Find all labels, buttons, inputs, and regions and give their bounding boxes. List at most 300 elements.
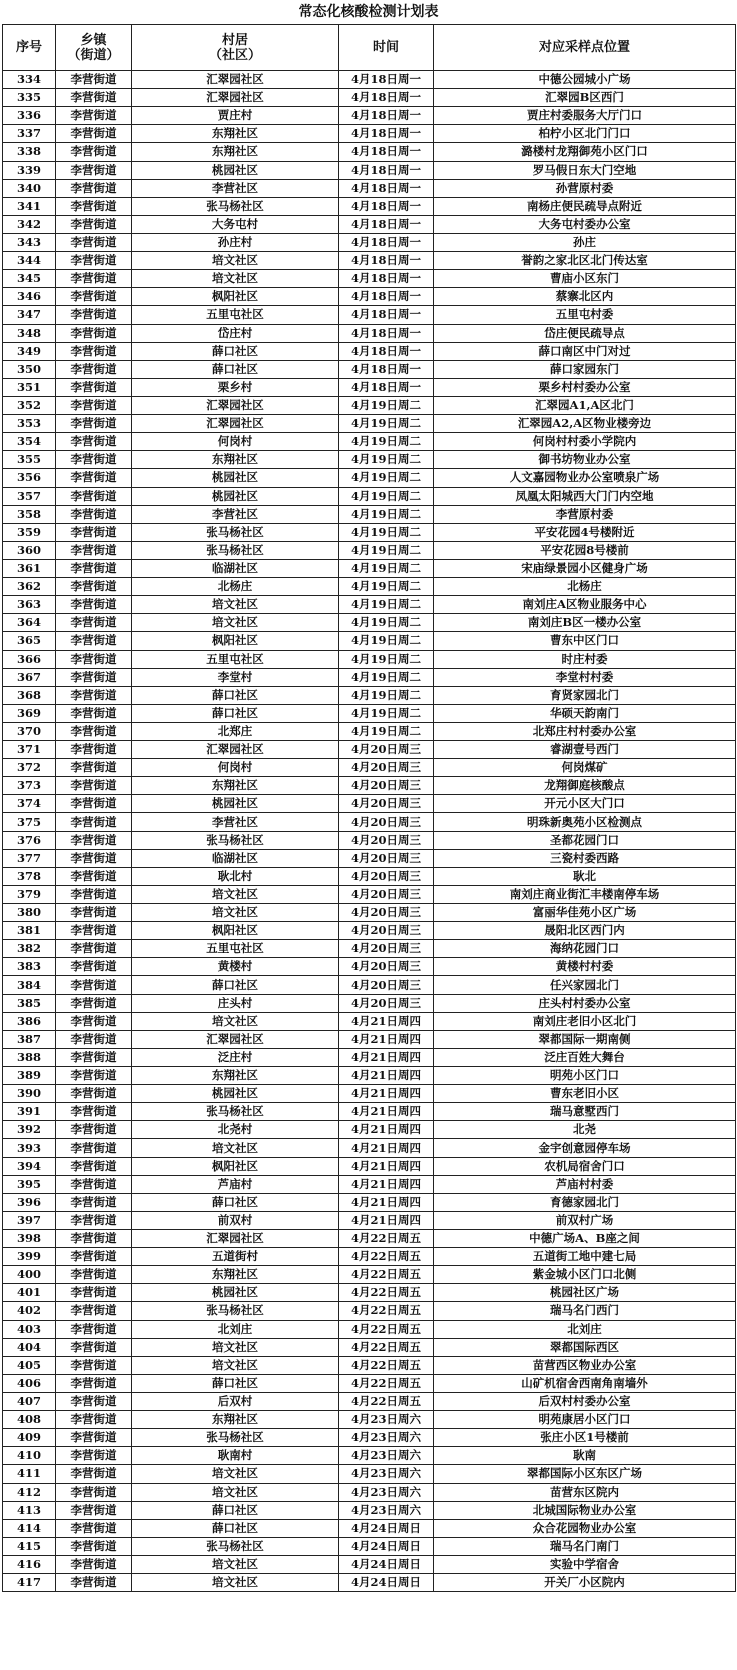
table-row [3, 415, 736, 433]
cell-time: 4月19日周二 [339, 523, 434, 541]
cell-time: 4月19日周二 [339, 650, 434, 668]
cell-site: 汇翠园A1,A区北门 [434, 396, 736, 414]
table-row [3, 1356, 736, 1374]
cell-seq: 410 [3, 1447, 56, 1465]
cell-site: 时庄村委 [434, 650, 736, 668]
cell-time: 4月20日周三 [339, 831, 434, 849]
cell-town: 李营街道 [56, 614, 132, 632]
cell-site: 庄头村村委办公室 [434, 994, 736, 1012]
table-row [3, 885, 736, 903]
table-row [3, 1537, 736, 1555]
cell-seq: 393 [3, 1139, 56, 1157]
cell-seq: 412 [3, 1483, 56, 1501]
table-row [3, 940, 736, 958]
cell-site: 南刘庄A区物业服务中心 [434, 596, 736, 614]
page-title: 常态化核酸检测计划表 [298, 4, 439, 20]
cell-site: 何岗村村委小学院内 [434, 433, 736, 451]
cell-seq: 392 [3, 1121, 56, 1139]
table-row [3, 179, 736, 197]
cell-seq: 341 [3, 197, 56, 215]
cell-village: 汇翠园社区 [132, 71, 339, 89]
cell-village: 东翔社区 [132, 1411, 339, 1429]
cell-time: 4月19日周二 [339, 451, 434, 469]
cell-village: 桃园社区 [132, 487, 339, 505]
cell-site: 开元小区大门口 [434, 795, 736, 813]
cell-village: 东翔社区 [132, 451, 339, 469]
cell-site: 曹东中区门口 [434, 632, 736, 650]
cell-town: 李营街道 [56, 1519, 132, 1537]
cell-town: 李营街道 [56, 1157, 132, 1175]
cell-site: 中德广场A、B座之间 [434, 1230, 736, 1248]
cell-site: 睿湖壹号西门 [434, 741, 736, 759]
cell-time: 4月22日周五 [339, 1248, 434, 1266]
cell-town: 李营街道 [56, 1501, 132, 1519]
cell-time: 4月20日周三 [339, 849, 434, 867]
cell-time: 4月21日周四 [339, 1175, 434, 1193]
cell-town: 李营街道 [56, 89, 132, 107]
table-row [3, 795, 736, 813]
cell-village: 东翔社区 [132, 1067, 339, 1085]
cell-town: 李营街道 [56, 541, 132, 559]
cell-village: 汇翠园社区 [132, 741, 339, 759]
cell-village: 耿南村 [132, 1447, 339, 1465]
cell-seq: 388 [3, 1048, 56, 1066]
cell-seq: 340 [3, 179, 56, 197]
table-row [3, 487, 736, 505]
cell-seq: 334 [3, 71, 56, 89]
cell-town: 李营街道 [56, 795, 132, 813]
cell-time: 4月18日周一 [339, 197, 434, 215]
cell-town: 李营街道 [56, 451, 132, 469]
table-row [3, 722, 736, 740]
cell-site: 育德家园北门 [434, 1193, 736, 1211]
table-row [3, 1320, 736, 1338]
table-row [3, 107, 736, 125]
cell-site: 南刘庄商业街汇丰楼南停车场 [434, 885, 736, 903]
cell-town: 李营街道 [56, 1302, 132, 1320]
cell-village: 培文社区 [132, 1356, 339, 1374]
cell-village: 桃园社区 [132, 795, 339, 813]
cell-seq: 398 [3, 1230, 56, 1248]
table-row [3, 1302, 736, 1320]
cell-seq: 359 [3, 523, 56, 541]
cell-seq: 409 [3, 1429, 56, 1447]
cell-village: 李堂村 [132, 668, 339, 686]
cell-town: 李营街道 [56, 396, 132, 414]
table-row [3, 1374, 736, 1392]
cell-site: 桃园社区广场 [434, 1284, 736, 1302]
cell-time: 4月23日周六 [339, 1447, 434, 1465]
cell-town: 李营街道 [56, 578, 132, 596]
table-row [3, 958, 736, 976]
table-row [3, 1193, 736, 1211]
cell-time: 4月20日周三 [339, 904, 434, 922]
cell-village: 汇翠园社区 [132, 396, 339, 414]
cell-seq: 399 [3, 1248, 56, 1266]
cell-time: 4月21日周四 [339, 1067, 434, 1085]
cell-seq: 348 [3, 324, 56, 342]
cell-seq: 396 [3, 1193, 56, 1211]
table-row [3, 1048, 736, 1066]
cell-town: 李营街道 [56, 1067, 132, 1085]
cell-site: 北杨庄 [434, 578, 736, 596]
cell-town: 李营街道 [56, 342, 132, 360]
cell-time: 4月24日周日 [339, 1519, 434, 1537]
cell-town: 李营街道 [56, 161, 132, 179]
table-row [3, 215, 736, 233]
cell-town: 李营街道 [56, 288, 132, 306]
table-row [3, 614, 736, 632]
cell-site: 南杨庄便民疏导点附近 [434, 197, 736, 215]
cell-time: 4月22日周五 [339, 1320, 434, 1338]
cell-site: 张庄小区1号楼前 [434, 1429, 736, 1447]
cell-time: 4月20日周三 [339, 759, 434, 777]
cell-village: 薛口社区 [132, 360, 339, 378]
cell-time: 4月20日周三 [339, 795, 434, 813]
plan-table [2, 24, 736, 1592]
cell-village: 张马杨社区 [132, 1302, 339, 1320]
cell-site: 宋庙绿景园小区健身广场 [434, 559, 736, 577]
cell-time: 4月18日周一 [339, 288, 434, 306]
cell-site: 紫金城小区门口北侧 [434, 1266, 736, 1284]
cell-time: 4月19日周二 [339, 668, 434, 686]
cell-time: 4月18日周一 [339, 378, 434, 396]
cell-town: 李营街道 [56, 360, 132, 378]
cell-seq: 379 [3, 885, 56, 903]
table-row [3, 252, 736, 270]
cell-village: 芦庙村 [132, 1175, 339, 1193]
cell-site: 中德公园城小广场 [434, 71, 736, 89]
cell-time: 4月18日周一 [339, 360, 434, 378]
cell-site: 苗营西区物业办公室 [434, 1356, 736, 1374]
cell-village: 培文社区 [132, 1574, 339, 1592]
cell-site: 耿南 [434, 1447, 736, 1465]
table-row [3, 469, 736, 487]
cell-time: 4月19日周二 [339, 433, 434, 451]
cell-time: 4月19日周二 [339, 469, 434, 487]
cell-village: 培文社区 [132, 1483, 339, 1501]
cell-seq: 357 [3, 487, 56, 505]
cell-seq: 397 [3, 1211, 56, 1229]
cell-village: 薛口社区 [132, 1193, 339, 1211]
cell-seq: 356 [3, 469, 56, 487]
cell-town: 李营街道 [56, 1012, 132, 1030]
cell-time: 4月21日周四 [339, 1211, 434, 1229]
cell-village: 大务屯村 [132, 215, 339, 233]
cell-site: 潞楼村龙翔御苑小区门口 [434, 143, 736, 161]
cell-seq: 416 [3, 1555, 56, 1573]
cell-seq: 415 [3, 1537, 56, 1555]
table-row [3, 1338, 736, 1356]
table-row [3, 831, 736, 849]
cell-seq: 344 [3, 252, 56, 270]
cell-seq: 405 [3, 1356, 56, 1374]
table-row [3, 378, 736, 396]
cell-time: 4月19日周二 [339, 722, 434, 740]
cell-time: 4月22日周五 [339, 1230, 434, 1248]
header-town-sub: （街道） [67, 47, 120, 63]
cell-time: 4月18日周一 [339, 233, 434, 251]
cell-time: 4月24日周日 [339, 1537, 434, 1555]
cell-village: 枫阳社区 [132, 922, 339, 940]
cell-seq: 366 [3, 650, 56, 668]
cell-site: 实验中学宿舍 [434, 1555, 736, 1573]
cell-site: 前双村广场 [434, 1211, 736, 1229]
cell-town: 李营街道 [56, 1555, 132, 1573]
cell-seq: 353 [3, 415, 56, 433]
cell-site: 明苑小区门口 [434, 1067, 736, 1085]
cell-site: 平安花园8号楼前 [434, 541, 736, 559]
cell-time: 4月23日周六 [339, 1465, 434, 1483]
cell-time: 4月21日周四 [339, 1139, 434, 1157]
cell-time: 4月18日周一 [339, 89, 434, 107]
table-row [3, 1429, 736, 1447]
table-row [3, 1012, 736, 1030]
cell-site: 北尧 [434, 1121, 736, 1139]
cell-town: 李营街道 [56, 704, 132, 722]
cell-town: 李营街道 [56, 143, 132, 161]
cell-village: 前双村 [132, 1211, 339, 1229]
cell-village: 汇翠园社区 [132, 1230, 339, 1248]
cell-town: 李营街道 [56, 523, 132, 541]
cell-town: 李营街道 [56, 940, 132, 958]
table-row [3, 396, 736, 414]
cell-village: 栗乡村 [132, 378, 339, 396]
cell-site: 后双村村委办公室 [434, 1392, 736, 1410]
cell-village: 薛口社区 [132, 342, 339, 360]
table-row [3, 668, 736, 686]
table-row [3, 777, 736, 795]
cell-village: 张马杨社区 [132, 1429, 339, 1447]
cell-time: 4月18日周一 [339, 306, 434, 324]
table-row [3, 686, 736, 704]
cell-time: 4月20日周三 [339, 958, 434, 976]
cell-seq: 400 [3, 1266, 56, 1284]
cell-seq: 342 [3, 215, 56, 233]
table-row [3, 904, 736, 922]
cell-time: 4月22日周五 [339, 1338, 434, 1356]
cell-town: 李营街道 [56, 469, 132, 487]
cell-time: 4月20日周三 [339, 867, 434, 885]
table-row [3, 1103, 736, 1121]
header-seq: 序号 [3, 25, 56, 71]
cell-town: 李营街道 [56, 1483, 132, 1501]
cell-village: 培文社区 [132, 1012, 339, 1030]
cell-time: 4月19日周二 [339, 541, 434, 559]
cell-site: 龙翔御庭核酸点 [434, 777, 736, 795]
cell-village: 后双村 [132, 1392, 339, 1410]
cell-seq: 381 [3, 922, 56, 940]
cell-site: 山矿机宿舍西南角南墙外 [434, 1374, 736, 1392]
cell-village: 张马杨社区 [132, 541, 339, 559]
cell-time: 4月18日周一 [339, 107, 434, 125]
cell-time: 4月19日周二 [339, 487, 434, 505]
cell-town: 李营街道 [56, 1139, 132, 1157]
table-row [3, 1392, 736, 1410]
cell-village: 耿北村 [132, 867, 339, 885]
cell-town: 李营街道 [56, 433, 132, 451]
table-row [3, 1501, 736, 1519]
cell-town: 李营街道 [56, 722, 132, 740]
cell-seq: 355 [3, 451, 56, 469]
cell-seq: 387 [3, 1030, 56, 1048]
cell-site: 育贤家园北门 [434, 686, 736, 704]
cell-village: 汇翠园社区 [132, 1030, 339, 1048]
cell-time: 4月18日周一 [339, 71, 434, 89]
header-village-sub: （社区） [208, 47, 261, 63]
table-row [3, 1248, 736, 1266]
cell-time: 4月24日周日 [339, 1555, 434, 1573]
cell-town: 李营街道 [56, 1030, 132, 1048]
cell-town: 李营街道 [56, 994, 132, 1012]
cell-seq: 370 [3, 722, 56, 740]
cell-site: 明苑康居小区门口 [434, 1411, 736, 1429]
cell-site: 人文嘉园物业办公室喷泉广场 [434, 469, 736, 487]
cell-town: 李营街道 [56, 596, 132, 614]
cell-town: 李营街道 [56, 252, 132, 270]
cell-time: 4月18日周一 [339, 324, 434, 342]
cell-town: 李营街道 [56, 904, 132, 922]
table-row [3, 1067, 736, 1085]
table-row [3, 1411, 736, 1429]
cell-site: 御书坊物业办公室 [434, 451, 736, 469]
table-row [3, 1483, 736, 1501]
cell-site: 众合花园物业办公室 [434, 1519, 736, 1537]
cell-site: 蔡寨北区内 [434, 288, 736, 306]
cell-town: 李营街道 [56, 1048, 132, 1066]
cell-seq: 376 [3, 831, 56, 849]
cell-time: 4月20日周三 [339, 885, 434, 903]
cell-site: 孙营原村委 [434, 179, 736, 197]
table-row [3, 1284, 736, 1302]
cell-village: 岱庄村 [132, 324, 339, 342]
table-row [3, 451, 736, 469]
cell-village: 五里屯社区 [132, 306, 339, 324]
table-row [3, 1157, 736, 1175]
cell-seq: 390 [3, 1085, 56, 1103]
cell-site: 誉韵之家北区北门传达室 [434, 252, 736, 270]
cell-time: 4月20日周三 [339, 976, 434, 994]
cell-village: 桃园社区 [132, 161, 339, 179]
cell-site: 北城国际物业办公室 [434, 1501, 736, 1519]
cell-town: 李营街道 [56, 1537, 132, 1555]
cell-time: 4月24日周日 [339, 1574, 434, 1592]
cell-village: 培文社区 [132, 885, 339, 903]
cell-seq: 343 [3, 233, 56, 251]
cell-town: 李营街道 [56, 1356, 132, 1374]
cell-town: 李营街道 [56, 233, 132, 251]
cell-town: 李营街道 [56, 324, 132, 342]
cell-village: 桃园社区 [132, 1284, 339, 1302]
cell-seq: 362 [3, 578, 56, 596]
cell-village: 培文社区 [132, 614, 339, 632]
cell-town: 李营街道 [56, 179, 132, 197]
cell-time: 4月22日周五 [339, 1302, 434, 1320]
cell-site: 苗营东区院内 [434, 1483, 736, 1501]
header-town-label: 乡镇 [80, 32, 107, 48]
cell-village: 李营社区 [132, 505, 339, 523]
cell-time: 4月19日周二 [339, 559, 434, 577]
cell-town: 李营街道 [56, 1429, 132, 1447]
cell-seq: 372 [3, 759, 56, 777]
cell-seq: 411 [3, 1465, 56, 1483]
cell-time: 4月19日周二 [339, 632, 434, 650]
table-row [3, 1030, 736, 1048]
cell-time: 4月22日周五 [339, 1374, 434, 1392]
cell-site: 北刘庄 [434, 1320, 736, 1338]
cell-time: 4月19日周二 [339, 505, 434, 523]
cell-town: 李营街道 [56, 487, 132, 505]
cell-town: 李营街道 [56, 1175, 132, 1193]
cell-village: 东翔社区 [132, 125, 339, 143]
cell-town: 李营街道 [56, 976, 132, 994]
cell-town: 李营街道 [56, 270, 132, 288]
cell-village: 枫阳社区 [132, 1157, 339, 1175]
table-row [3, 578, 736, 596]
cell-town: 李营街道 [56, 759, 132, 777]
cell-village: 培文社区 [132, 1338, 339, 1356]
cell-seq: 406 [3, 1374, 56, 1392]
cell-seq: 339 [3, 161, 56, 179]
cell-site: 罗马假日东大门空地 [434, 161, 736, 179]
cell-seq: 386 [3, 1012, 56, 1030]
cell-time: 4月21日周四 [339, 1103, 434, 1121]
cell-village: 北杨庄 [132, 578, 339, 596]
cell-site: 平安花园4号楼附近 [434, 523, 736, 541]
cell-town: 李营街道 [56, 1411, 132, 1429]
cell-village: 东翔社区 [132, 143, 339, 161]
cell-seq: 382 [3, 940, 56, 958]
cell-time: 4月18日周一 [339, 270, 434, 288]
cell-village: 培文社区 [132, 1555, 339, 1573]
cell-village: 培文社区 [132, 270, 339, 288]
cell-town: 李营街道 [56, 668, 132, 686]
cell-site: 泛庄百姓大舞台 [434, 1048, 736, 1066]
cell-site: 岱庄便民疏导点 [434, 324, 736, 342]
cell-village: 薛口社区 [132, 1519, 339, 1537]
table-row [3, 197, 736, 215]
cell-seq: 377 [3, 849, 56, 867]
cell-site: 汇翠园B区西门 [434, 89, 736, 107]
table-row [3, 143, 736, 161]
table-row [3, 89, 736, 107]
cell-town: 李营街道 [56, 1121, 132, 1139]
cell-town: 李营街道 [56, 650, 132, 668]
cell-site: 栗乡村村委办公室 [434, 378, 736, 396]
cell-town: 李营街道 [56, 885, 132, 903]
cell-village: 何岗村 [132, 759, 339, 777]
cell-site: 海纳花园门口 [434, 940, 736, 958]
cell-seq: 417 [3, 1574, 56, 1592]
cell-village: 汇翠园社区 [132, 89, 339, 107]
table-row [3, 541, 736, 559]
cell-time: 4月22日周五 [339, 1356, 434, 1374]
cell-site: 金宇创意园停车场 [434, 1139, 736, 1157]
header-time: 时间 [339, 25, 434, 71]
table-row [3, 523, 736, 541]
cell-seq: 394 [3, 1157, 56, 1175]
cell-site: 南刘庄B区一楼办公室 [434, 614, 736, 632]
cell-town: 李营街道 [56, 686, 132, 704]
cell-site: 任兴家园北门 [434, 976, 736, 994]
cell-seq: 347 [3, 306, 56, 324]
cell-seq: 373 [3, 777, 56, 795]
table-row [3, 849, 736, 867]
table-row [3, 1574, 736, 1592]
cell-seq: 346 [3, 288, 56, 306]
cell-seq: 404 [3, 1338, 56, 1356]
cell-time: 4月18日周一 [339, 179, 434, 197]
